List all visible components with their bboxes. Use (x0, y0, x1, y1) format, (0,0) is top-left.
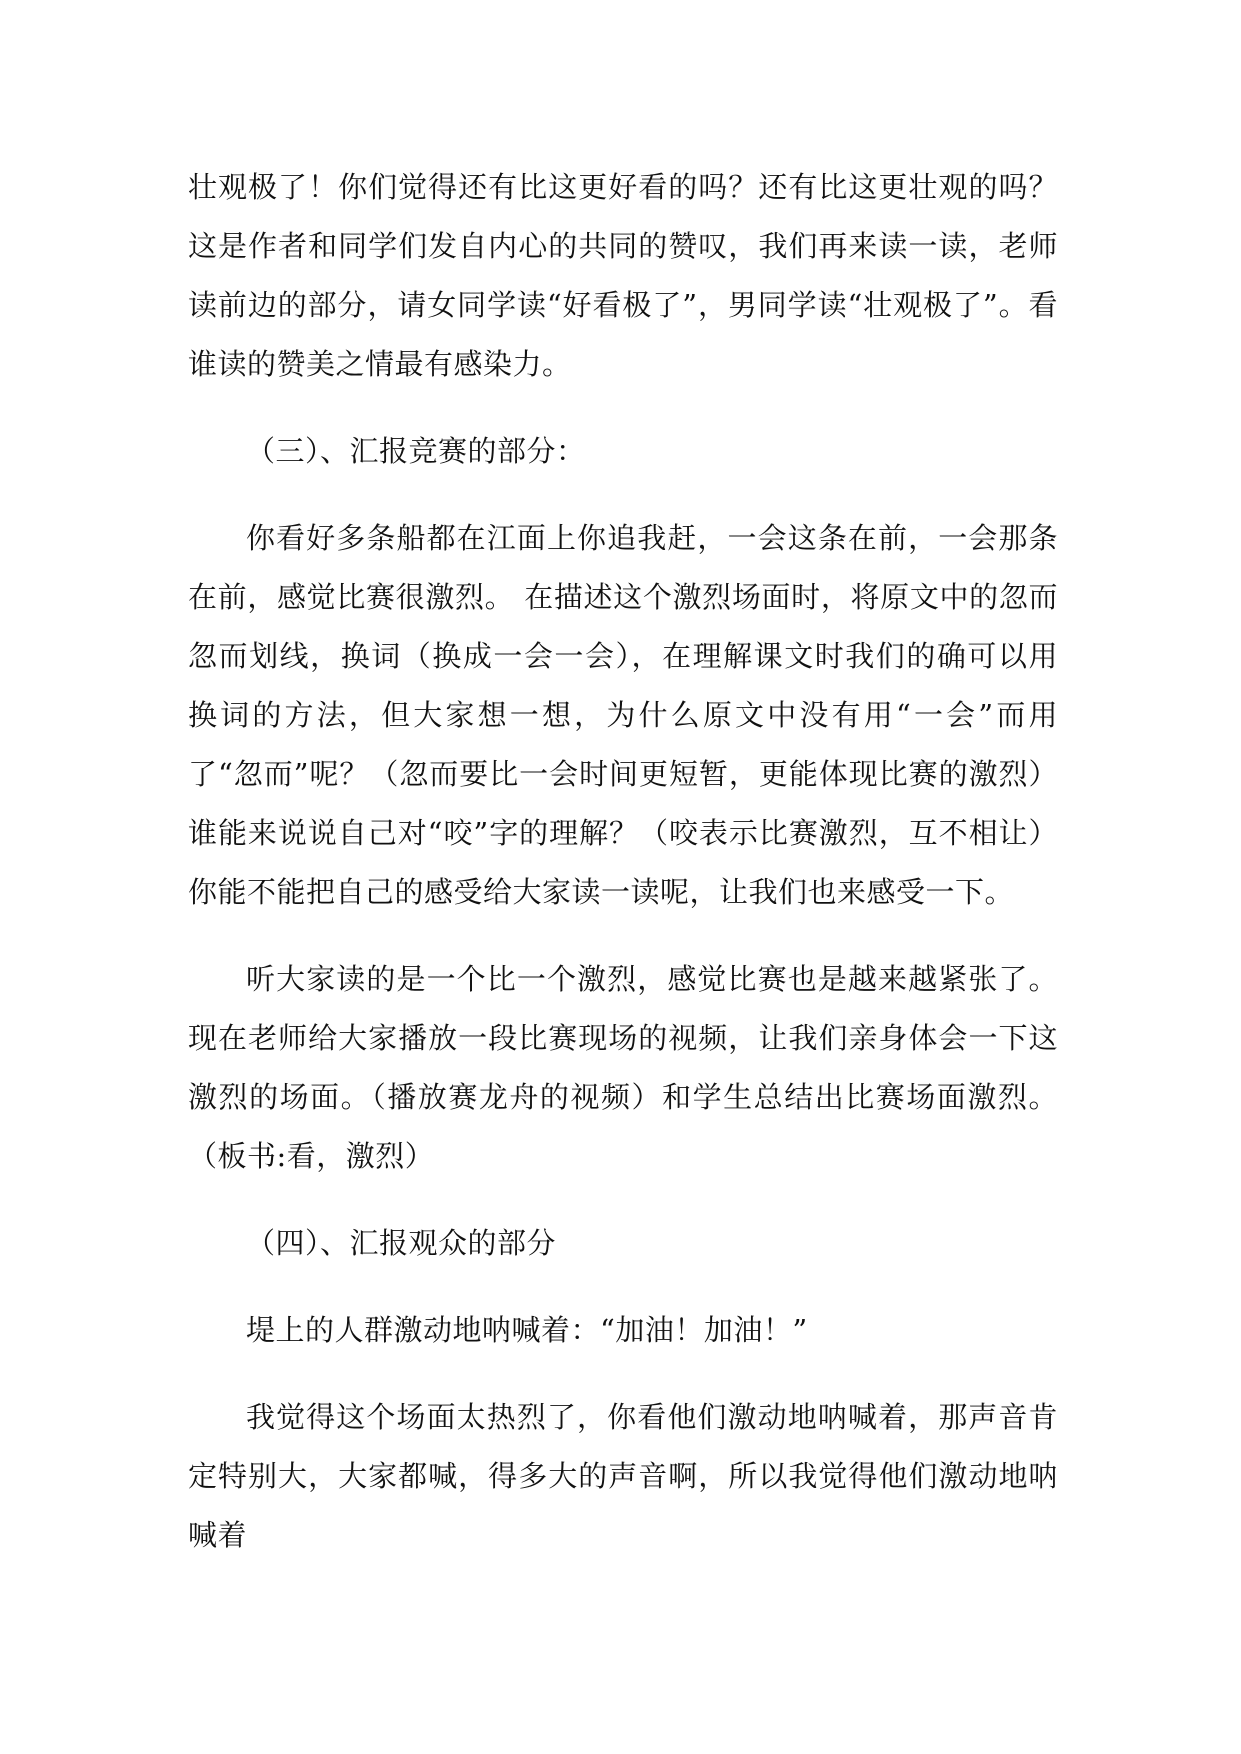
paragraph-gap (188, 922, 1058, 950)
section-heading-competition: （三）、汇报竞赛的部分： (246, 434, 586, 468)
section-heading-audience: （四）、汇报观众的部分 (246, 1226, 557, 1260)
paragraph-gap (188, 394, 1058, 422)
paragraph-crowd-cheering: 堤上的人群激动地呐喊着：“加油！加油！” (246, 1313, 808, 1347)
paragraph-gap (188, 1186, 1058, 1214)
paragraph-gap (188, 1360, 1058, 1388)
paragraph-gap (188, 1273, 1058, 1301)
paragraph-intro-continued: 壮观极了！你们觉得还有比这更好看的吗？还有比这更壮观的吗？这是作者和同学们发自内心的共同的赞叹，我们再来读一读，老师读前边的部分，请女同学读“好看极了”，男同学读“壮观极了”。看谁读的赞美之情最有感染力。 (188, 170, 1058, 381)
document-body (188, 158, 1058, 1565)
paragraph-gap (188, 481, 1058, 509)
paragraph-competition-description: 你看好多条船都在江面上你追我赶，一会这条在前，一会那条在前，感觉比赛很激烈。 在描述这个激烈场面时，将原文中的忽而忽而划线，换词（换成一会一会），在理解课文时我们的确可以用换词的方法，但大家想一想，为什么原文中没有用“一会”而用了“忽而”呢？（忽而要比一会时间更短暂，更能体现比赛的激烈）谁能来说说自己对“咬”字的理解？（咬表示比赛激烈，互不相让）你能不能把自己的感受给大家读一读呢，让我们也来感受一下。 (188, 521, 1058, 909)
paragraph-video-viewing: 听大家读的是一个比一个激烈，感觉比赛也是越来越紧张了。现在老师给大家播放一段比赛现场的视频，让我们亲身体会一下这激烈的场面。（播放赛龙舟的视频）和学生总结出比赛场面激烈。（板书:看，激烈） (188, 962, 1058, 1173)
paragraph-crowd-reflection: 我觉得这个场面太热烈了，你看他们激动地呐喊着，那声音肯定特别大，大家都喊，得多大的声音啊，所以我觉得他们激动地呐喊着 (188, 1400, 1058, 1552)
